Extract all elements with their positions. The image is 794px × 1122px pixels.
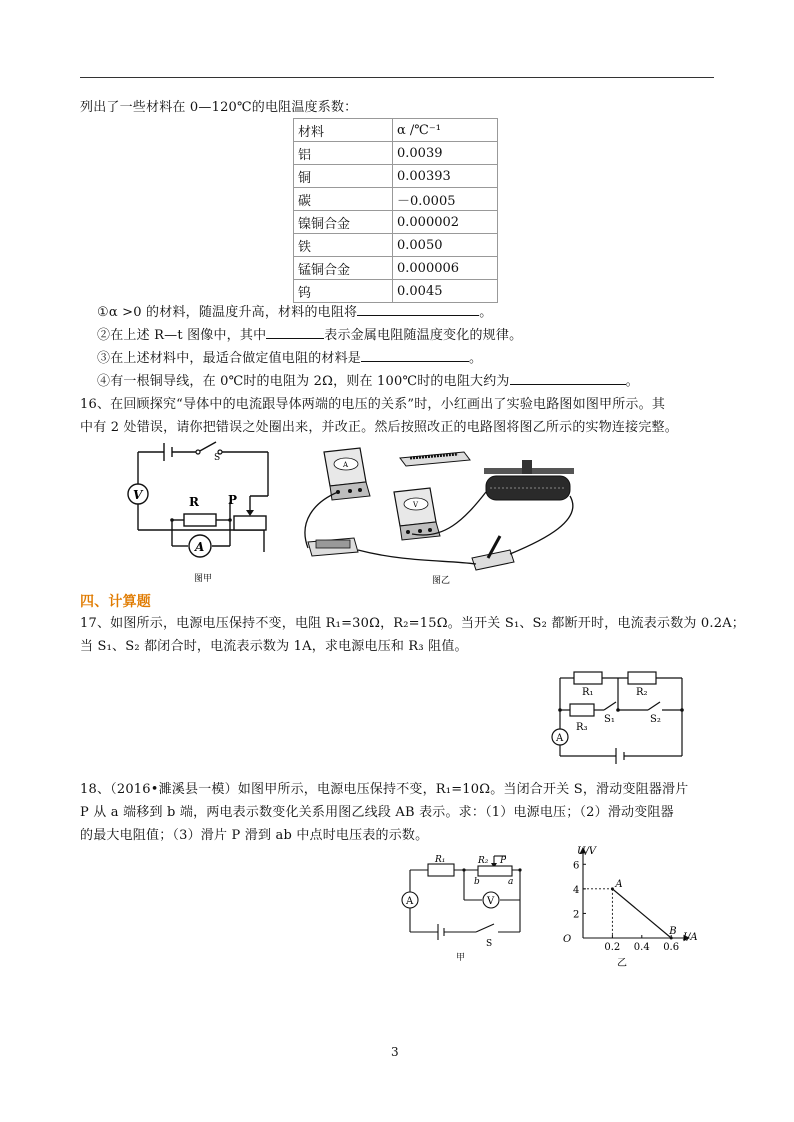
- fig-a-voltmeter-label: V: [133, 488, 143, 502]
- table-row: [294, 280, 498, 303]
- material-cell: 铝: [294, 142, 393, 165]
- table-row: [294, 234, 498, 257]
- material-cell: 碳: [294, 188, 393, 211]
- q17-r1-label: R₁: [582, 687, 594, 698]
- q17-line-2: 当 S₁、S₂ 都闭合时，电流表示数为 1A，求电源电压和 R₃ 阻值。: [80, 639, 468, 654]
- q16-circuit-diagram-a: [130, 438, 280, 586]
- q16-line-2: 中有 2 处错误，请你把错误之处圈出来，并改正。然后按照改正的电路图将图乙所示的实物连接完整。: [80, 420, 678, 435]
- table-row: [294, 188, 498, 211]
- intro-text: 列出了一些材料在 0—120℃的电阻温度系数：: [80, 100, 358, 115]
- chart-x-axis-label: I/A: [683, 932, 698, 943]
- q18-fig-a-caption: 甲: [456, 953, 466, 963]
- chart-y-tick-label: 4: [573, 884, 580, 896]
- chart-caption: 乙: [617, 958, 627, 969]
- q17-circuit-diagram: [548, 664, 688, 764]
- material-cell: 钨: [294, 280, 393, 303]
- resistor-apparatus: [400, 452, 470, 466]
- switch-apparatus: [472, 536, 514, 570]
- q17-s2-label: S₂: [650, 714, 661, 725]
- q17-line-1: 17、如图所示，电源电压保持不变，电阻 R₁=30Ω，R₂=15Ω。当开关 S₁、S₂ 都断开时，电流表示数为 0.2A；: [80, 616, 745, 631]
- coefficient-cell: 0.000006: [393, 257, 498, 280]
- material-cell: 铁: [294, 234, 393, 257]
- table-row: [294, 142, 498, 165]
- q18-ammeter-label: A: [406, 896, 414, 907]
- fig-a-slider-label: P: [228, 493, 238, 507]
- table-header-row: [294, 119, 498, 142]
- q18-end-b-label: b: [474, 877, 480, 887]
- fig-a-caption: 图甲: [194, 574, 213, 584]
- coefficient-cell: －0.0005: [393, 188, 498, 211]
- q18-line-3: 的最大电阻值；（3）滑片 P 滑到 ab 中点时电压表的示数。: [80, 828, 429, 843]
- fig-a-resistor-label: R: [189, 495, 199, 509]
- header-rule: [80, 77, 714, 78]
- rheostat-apparatus: [484, 460, 574, 500]
- material-cell: 锰铜合金: [294, 257, 393, 280]
- q16-line-1: 16、在回顾探究“导体中的电流跟导体两端的电压的关系”时，小红画出了实验电路图如图甲所示。其: [80, 397, 666, 412]
- q16-apparatus-figure-b: [294, 440, 594, 588]
- coefficient-cell: 0.0039: [393, 142, 498, 165]
- material-cell: 镍铜合金: [294, 211, 393, 234]
- material-cell: 铜: [294, 165, 393, 188]
- q17-r3-label: R₃: [576, 722, 588, 733]
- coefficient-cell: 0.000002: [393, 211, 498, 234]
- q18-r1-label: R₁: [435, 855, 446, 865]
- battery-apparatus: [308, 538, 358, 556]
- q15-item-4: ④有一根铜导线，在 0℃时的电阻为 2Ω，则在 100℃时的电阻大约为 。: [97, 374, 639, 389]
- chart-point-b-label: B: [669, 926, 677, 937]
- chart-y-tick-label: 6: [573, 860, 580, 872]
- fig-a-switch-label: S: [214, 453, 221, 463]
- chart-y-axis-label: U/V: [577, 846, 597, 857]
- q18-switch-label: S: [486, 939, 493, 949]
- q18-line-2: P 从 a 端移到 b 端，两电表示数变化关系用图乙线段 AB 表示。求：（1）电源电压；（2）滑动变阻器: [80, 805, 674, 820]
- table-row: [294, 211, 498, 234]
- page-number: 3: [391, 1045, 399, 1059]
- q18-voltmeter-label: V: [487, 896, 495, 907]
- voltmeter-apparatus: [394, 488, 440, 540]
- chart-x-tick-label: 0.4: [633, 942, 650, 953]
- fig-b-caption: 图乙: [432, 576, 451, 586]
- material-cell: 材料: [294, 119, 393, 142]
- q18-end-a-label: a: [508, 877, 514, 887]
- q17-ammeter-label: A: [556, 733, 564, 744]
- coefficient-cell: 0.00393: [393, 165, 498, 188]
- q17-r2-label: R₂: [636, 687, 648, 698]
- chart-x-tick-label: 0.6: [663, 942, 680, 953]
- ammeter-apparatus: [324, 448, 370, 500]
- q15-item-2: ②在上述 R—t 图像中，其中 表示金属电阻随温度变化的规律。: [97, 328, 523, 343]
- coefficient-cell: 0.0045: [393, 280, 498, 303]
- q18-r2-label: R₂: [478, 856, 489, 866]
- chart-y-tick-label: 2: [573, 909, 580, 921]
- q18-line-1: 18、（2016•濉溪县一模）如图甲所示，电源电压保持不变，R₁=10Ω。当闭合开关 S，滑动变阻器滑片: [80, 782, 689, 797]
- q18-slider-label: P: [500, 856, 507, 866]
- table-row: [294, 165, 498, 188]
- chart-origin-label: O: [563, 934, 572, 945]
- chart-point-a: [611, 887, 614, 890]
- q15-item-3: ③在上述材料中，最适合做定值电阻的材料是 。: [97, 351, 483, 366]
- svg-text:A: A: [343, 461, 349, 469]
- q18-ui-graph: [555, 842, 705, 967]
- section-heading: 四、计算题: [80, 594, 151, 610]
- chart-x-tick-label: 0.2: [604, 942, 621, 953]
- q17-s1-label: S₁: [604, 714, 615, 725]
- coefficient-cell: α /℃⁻¹: [393, 119, 498, 142]
- coefficient-table: [293, 118, 498, 303]
- table-row: [294, 257, 498, 280]
- svg-text:V: V: [413, 501, 419, 509]
- fig-a-ammeter-label: A: [195, 540, 205, 554]
- q18-circuit-diagram: [398, 852, 528, 964]
- q15-item-1: ①α >0 的材料，随温度升高，材料的电阻将 。: [97, 305, 493, 320]
- chart-series-line-ab: [612, 889, 671, 938]
- coefficient-cell: 0.0050: [393, 234, 498, 257]
- chart-point-a-label: A: [615, 878, 623, 890]
